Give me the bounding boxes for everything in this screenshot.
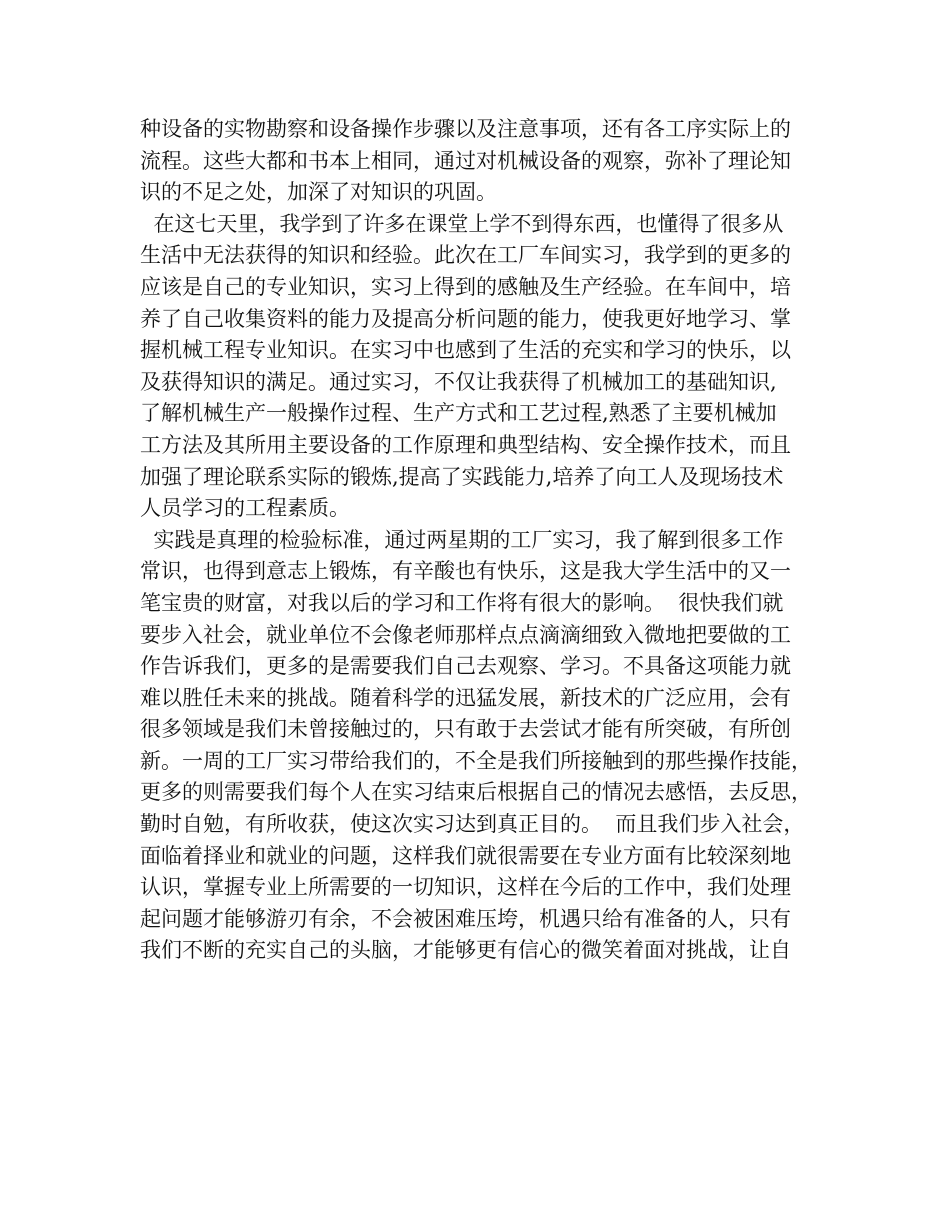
text-line: 很多领域是我们未曾接触过的，只有敢于去尝试才能有所突破，有所创 (140, 717, 791, 742)
text-line: 我们不断的充实自己的头脑，才能够更有信心的微笑着面对挑战，让自 (140, 938, 791, 963)
text-line: 识的不足之处，加深了对知识的巩固。 (140, 180, 497, 205)
text-line: 常识，也得到意志上锻炼，有辛酸也有快乐，这是我大学生活中的又一 (140, 559, 791, 584)
text-line: 加强了理论联系实际的锻炼,提高了实践能力,培养了向工人及现场技术 (140, 464, 784, 489)
text-line: 人员学习的工程素质。 (140, 496, 350, 521)
text-line: 握机械工程专业知识。在实习中也感到了生活的充实和学习的快乐，以 (140, 338, 791, 363)
text-line: 生活中无法获得的知识和经验。此次在工厂车间实习，我学到的更多的 (140, 243, 791, 268)
text-line: 了解机械生产一般操作过程、生产方式和工艺过程,熟悉了主要机械加 (140, 401, 777, 426)
text-line: 种设备的实物勘察和设备操作步骤以及注意事项，还有各工序实际上的 (140, 117, 791, 141)
body-text (140, 114, 840, 967)
text-line: 更多的则需要我们每个人在实习结束后根据自己的情况去感悟，去反思， (140, 780, 812, 805)
text-line: 新。一周的工厂实习带给我们的，不全是我们所接触到的那些操作技能， (140, 748, 812, 773)
text-line: 工方法及其所用主要设备的工作原理和典型结构、安全操作技术，而且 (140, 432, 791, 457)
text-line: 认识，掌握专业上所需要的一切知识，这样在今后的工作中，我们处理 (140, 875, 791, 900)
text-line: 笔宝贵的财富，对我以后的学习和工作将有很大的影响。 很快我们就 (140, 590, 784, 615)
text-line: 起问题才能够游刃有余，不会被困难压垮，机遇只给有准备的人，只有 (140, 906, 791, 931)
text-line: 勤时自勉，有所收获，使这次实习达到真正目的。 而且我们步入社会， (140, 812, 805, 837)
text-line: 在这七天里，我学到了许多在课堂上学不到得东西，也懂得了很多从 (140, 211, 784, 236)
text-line: 应该是自己的专业知识，实习上得到的感触及生产经验。在车间中，培 (140, 274, 791, 299)
text-line: 要步入社会，就业单位不会像老师那样点点滴滴细致入微地把要做的工 (140, 622, 791, 647)
text-line: 难以胜任未来的挑战。随着科学的迅猛发展，新技术的广泛应用，会有 (140, 685, 791, 710)
text-line: 实践是真理的检验标准，通过两星期的工厂实习，我了解到很多工作 (140, 527, 784, 552)
text-line: 养了自己收集资料的能力及提高分析问题的能力，使我更好地学习、掌 (140, 306, 791, 331)
text-line: 作告诉我们，更多的是需要我们自己去观察、学习。不具备这项能力就 (140, 654, 791, 679)
text-line: 流程。这些大都和书本上相同，通过对机械设备的观察，弥补了理论知 (140, 148, 791, 173)
text-line: 面临着择业和就业的问题，这样我们就很需要在专业方面有比较深刻地 (140, 843, 791, 868)
text-line: 及获得知识的满足。通过实习，不仅让我获得了机械加工的基础知识, (140, 369, 777, 394)
